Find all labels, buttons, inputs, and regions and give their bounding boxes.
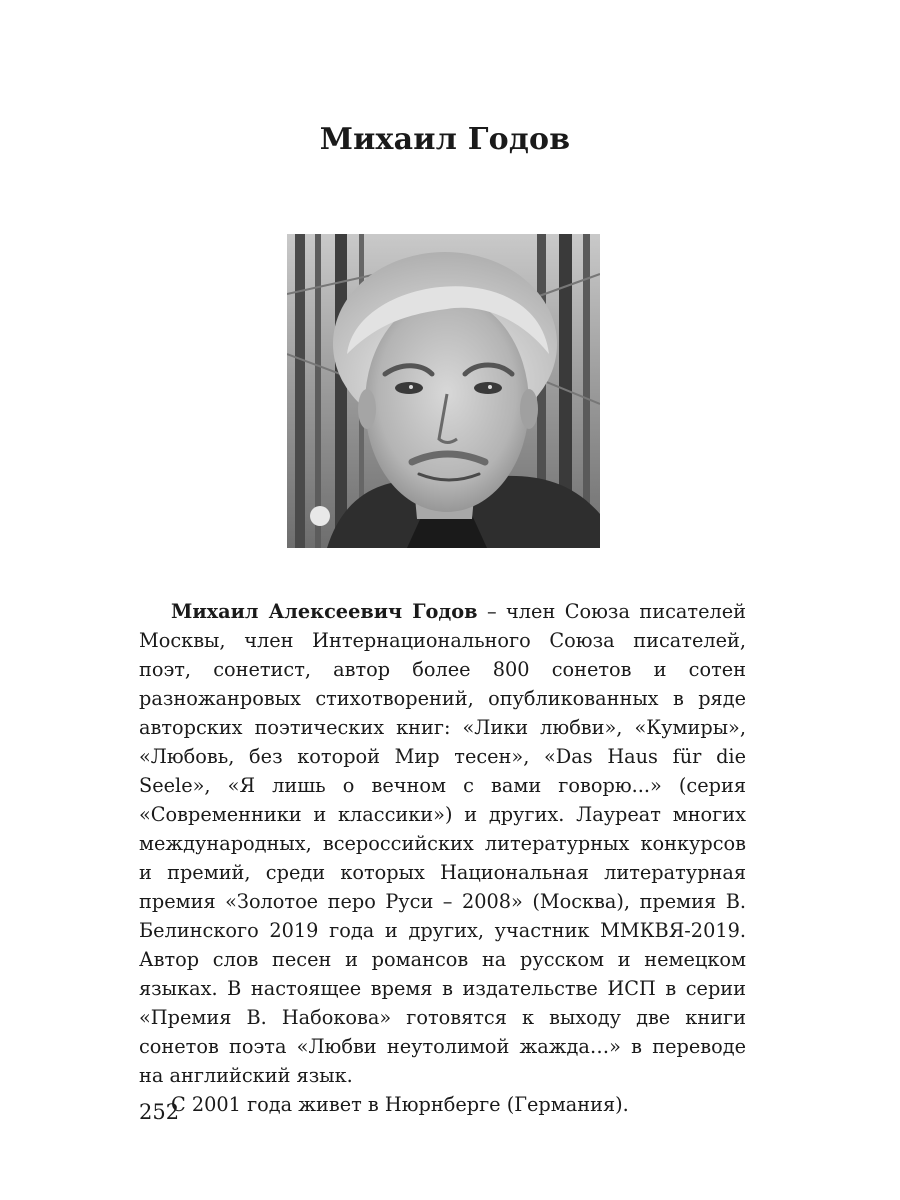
- author-biography: [139, 597, 746, 1119]
- page-title: Михаил Годов: [319, 122, 571, 157]
- author-portrait: [287, 234, 600, 548]
- biography-paragraph: [139, 597, 746, 1090]
- residence-paragraph: С 2001 года живет в Нюрнберге (Германия).: [171, 1093, 629, 1116]
- biography-text: – член Союза писателей Москвы, член Интернационального Союза писателей, поэт, сонетист, автор более 800 сонетов и сотен разножанровых стихотворений, опубликованных в ряде авторских поэтических книг: «Лики любви», «Кумиры», «Любовь, без которой Мир тесен», «Das Haus für die Seele», «Я лишь о вечном с вами говорю...» (серия «Современники и классики») и других. Лауреат многих международных, всероссийских литературных конкурсов и премий, среди которых Национальная литературная премия «Золотое перо Руси – 2008» (Москва), премия В. Белинского 2019 года и других, участник ММКВЯ-2019. Автор слов песен и романсов на русском и немецком языках. В настоящее время в издательстве ИСП в серии «Премия В. Набокова» готовятся к выходу две книги сонетов поэта «Любви неутолимой жажда…» в переводе на английский язык.: [139, 600, 746, 1087]
- author-full-name: Михаил Алексеевич Годов: [171, 600, 478, 623]
- page-number: 252: [139, 1100, 180, 1124]
